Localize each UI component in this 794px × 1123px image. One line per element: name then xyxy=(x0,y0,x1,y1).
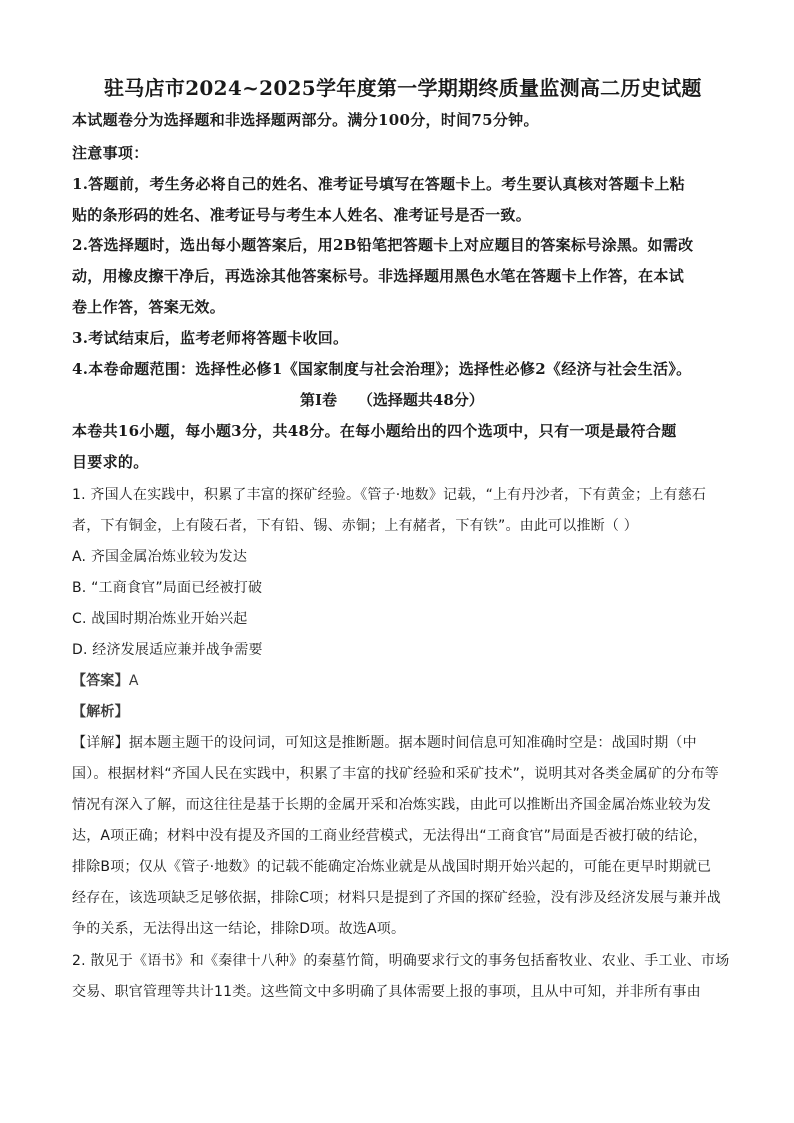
q1-detail-line-4: 达，A项正确；材料中没有提及齐国的工商业经营模式，无法得出“工商食官”局面是否被打破的结论， xyxy=(72,828,708,844)
q1-answer xyxy=(72,670,139,690)
q1-detail-line-3: 情况有深入了解，而这往往是基于长期的金属开采和冶炼实践，由此可以推断出齐国金属冶炼业较为发 xyxy=(72,797,711,813)
q1-option-a: A. 齐国金属冶炼业较为发达 xyxy=(72,549,248,565)
notes-heading: 注意事项： xyxy=(72,144,149,162)
q1-detail-line-5: 排除B项；仅从《管子·地数》的记载不能确定冶炼业就是从战国时期开始兴起的，可能在更早时期就已 xyxy=(72,859,712,875)
note-2-line-3: 卷上作答，答案无效。 xyxy=(72,298,226,316)
detail-tag: 【详解】 xyxy=(72,735,129,751)
q2-stem-line-2: 交易、职官管理等共计11类。这些简文中多明确了具体需要上报的事项，且从中可知，并非所有事由 xyxy=(72,984,701,1000)
q1-option-c: C. 战国时期冶炼业开始兴起 xyxy=(72,611,248,627)
page-title: 驻马店市2024~2025学年度第一学期期终质量监测高二历史试题 xyxy=(104,76,702,100)
q1-detail-line-1 xyxy=(72,732,697,752)
answer-value: A xyxy=(128,673,139,689)
exam-intro: 本试题卷分为选择题和非选择题两部分。满分100分，时间75分钟。 xyxy=(72,111,539,129)
analysis-tag: 【解析】 xyxy=(72,704,129,720)
note-1-line-2: 贴的条形码的姓名、准考证号与考生本人姓名、准考证号是否一致。 xyxy=(72,206,532,224)
note-4: 4.本卷命题范围：选择性必修1《国家制度与社会治理》；选择性必修2《经济与社会生活》。 xyxy=(72,360,692,378)
q2-stem-line-1: 2. 散见于《语书》和《秦律十八种》的秦墓竹简，明确要求行文的事务包括畜牧业、农业、手工业、市场 xyxy=(72,953,730,969)
q1-detail-line-7: 争的关系，无法得出这一结论，排除D项。故选A项。 xyxy=(72,921,406,937)
note-2-line-1: 2.答选择题时，选出每小题答案后，用2B铅笔把答题卡上对应题目的答案标号涂黑。如需改 xyxy=(72,236,694,254)
answer-tag: 【答案】 xyxy=(72,673,129,689)
detail-text-1: 据本题主题干的设问词，可知这是推断题。据本题时间信息可知准确时空是：战国时期（中 xyxy=(128,735,697,751)
q1-option-d: D. 经济发展适应兼并战争需要 xyxy=(72,642,263,658)
q1-detail-line-2: 国）。根据材料“齐国人民在实践中，积累了丰富的找矿经验和采矿技术”，说明其对各类金属矿的分布等 xyxy=(72,766,719,782)
section-1-heading: 第Ⅰ卷 （选择题共48分） xyxy=(300,391,484,409)
note-3: 3.考试结束后，监考老师将答题卡收回。 xyxy=(72,329,349,347)
section-1-desc-line-2: 目要求的。 xyxy=(72,453,149,471)
q1-stem-line-2: 者，下有铜金，上有陵石者，下有铅、锡、赤铜；上有赭者，下有铁”。由此可以推断（ ） xyxy=(72,518,638,534)
section-1-desc-line-1: 本卷共16小题，每小题3分，共48分。在每小题给出的四个选项中，只有一项是最符合题 xyxy=(72,422,677,440)
note-2-line-2: 动，用橡皮擦干净后，再选涂其他答案标号。非选择题用黑色水笔在答题卡上作答，在本试 xyxy=(72,267,685,285)
q1-option-b: B. “工商食官”局面已经被打破 xyxy=(72,580,263,596)
q1-stem-line-1: 1. 齐国人在实践中，积累了丰富的探矿经验。《管子·地数》记载，“上有丹沙者，下有黄金；上有慈石 xyxy=(72,487,707,503)
note-1-line-1: 1.答题前，考生务必将自己的姓名、准考证号填写在答题卡上。考生要认真核对答题卡上粘 xyxy=(72,175,685,193)
q1-analysis-tag xyxy=(72,701,129,721)
q1-detail-line-6: 经存在，该选项缺乏足够依据，排除C项；材料只是提到了齐国的探矿经验，没有涉及经济发展与兼并战 xyxy=(72,890,721,906)
